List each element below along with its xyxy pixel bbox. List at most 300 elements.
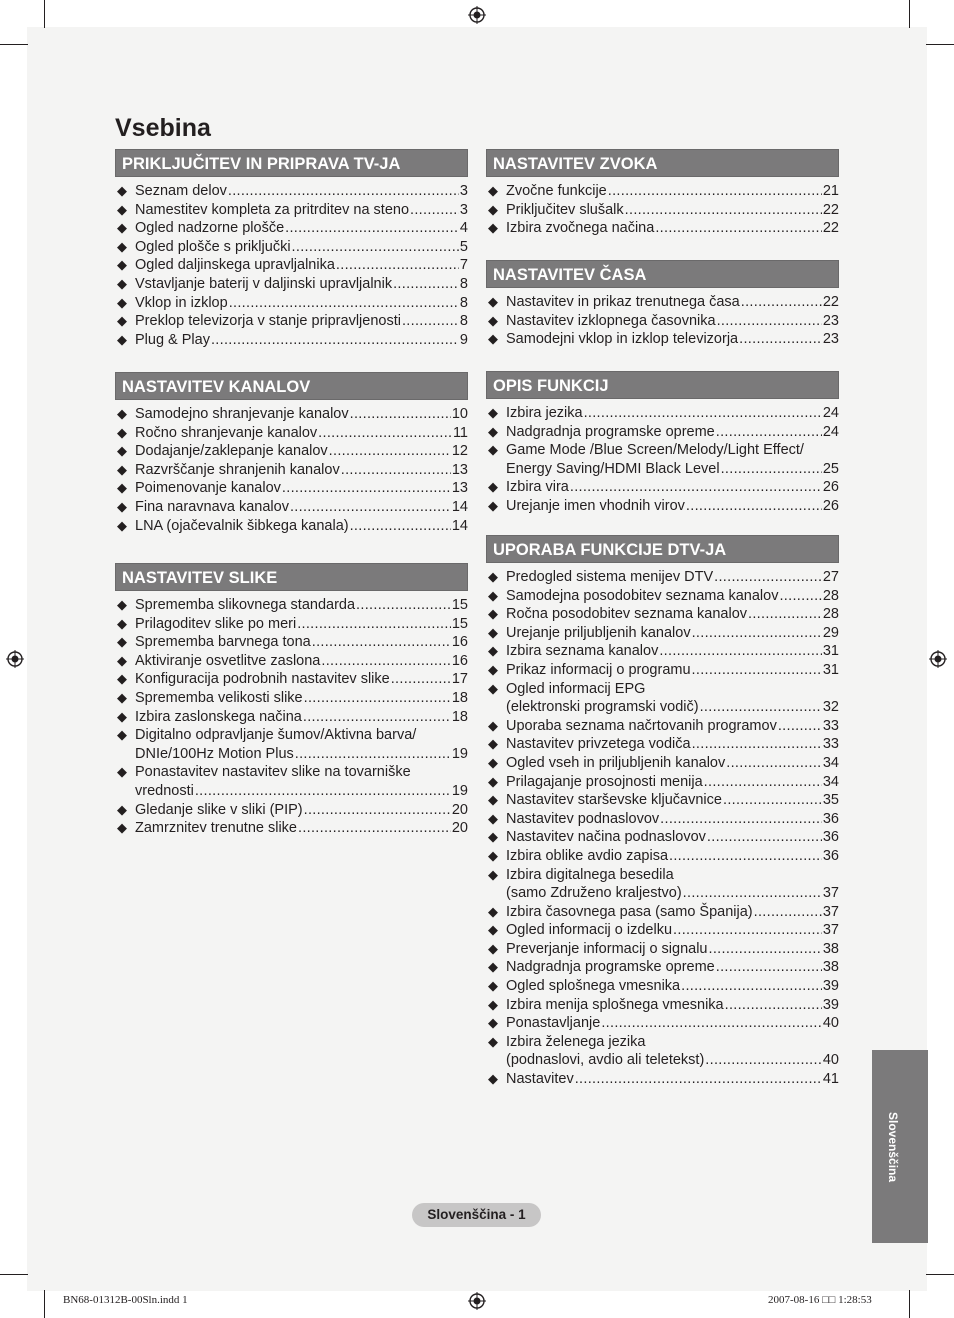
- dot-leader: [660, 810, 822, 829]
- toc-entry-line: [506, 478, 839, 497]
- toc-entry: [115, 442, 468, 461]
- diamond-bullet-icon: ◆: [488, 680, 498, 696]
- toc-entry: [115, 819, 468, 838]
- toc-list: [486, 404, 839, 516]
- diamond-bullet-icon: ◆: [117, 727, 127, 743]
- toc-list: [115, 182, 468, 349]
- toc-page-number: 18: [451, 689, 468, 706]
- toc-page-number: 16: [451, 652, 468, 669]
- diamond-bullet-icon: ◆: [117, 220, 127, 236]
- toc-entry-line: [135, 461, 468, 480]
- diamond-bullet-icon: ◆: [488, 220, 498, 236]
- toc-entry-line: [135, 670, 468, 689]
- section-heading: NASTAVITEV ČASA: [486, 260, 839, 288]
- dot-leader: [290, 498, 451, 517]
- dot-leader: [655, 219, 822, 238]
- registration-mark-icon: [468, 1292, 486, 1310]
- toc-page-number: 33: [822, 717, 839, 734]
- dot-leader: [659, 642, 822, 661]
- dot-leader: [704, 773, 822, 792]
- crop-mark: [0, 44, 28, 45]
- toc-entry-title: Ročno shranjevanje kanalov: [135, 424, 318, 441]
- dot-leader: [341, 461, 451, 480]
- diamond-bullet-icon: ◆: [488, 423, 498, 439]
- diamond-bullet-icon: ◆: [488, 606, 498, 622]
- toc-entry-title: Sprememba velikosti slike: [135, 689, 303, 706]
- toc-entry-title: Nastavitev in prikaz trenutnega časa: [506, 294, 740, 310]
- toc-entry-line: [135, 424, 468, 443]
- toc-page-number: 39: [822, 978, 839, 995]
- diamond-bullet-icon: ◆: [488, 405, 498, 420]
- toc-entry-line: [506, 642, 839, 661]
- toc-entry-line: [506, 958, 839, 977]
- dot-leader: [692, 735, 822, 754]
- dot-leader: [350, 517, 451, 536]
- diamond-bullet-icon: ◆: [488, 736, 498, 752]
- toc-page-number: 39: [822, 996, 839, 1013]
- toc-entry-title: vrednosti: [135, 782, 194, 799]
- diamond-bullet-icon: ◆: [488, 497, 498, 513]
- toc-entry-title: Samodejno shranjevanje kanalov: [135, 406, 349, 422]
- toc-entry-line: [135, 689, 468, 708]
- crop-mark: [909, 0, 910, 28]
- toc-entry: [486, 735, 839, 754]
- section-heading: OPIS FUNKCIJ: [486, 371, 839, 399]
- dot-leader: [575, 1070, 822, 1089]
- toc-page-number: 8: [459, 275, 468, 292]
- dot-leader: [285, 219, 459, 238]
- toc-page-number: 12: [451, 443, 468, 460]
- toc-entry-title: Izbira jezika: [506, 405, 583, 421]
- toc-entry-title: Nadgradnja programske opreme: [506, 959, 715, 976]
- dot-leader: [683, 884, 822, 903]
- registration-mark-icon: [468, 6, 486, 24]
- diamond-bullet-icon: ◆: [488, 978, 498, 994]
- toc-entry-line: [135, 479, 468, 498]
- toc-entry: [115, 479, 468, 498]
- toc-entry-line: [506, 497, 839, 516]
- toc-entry-title: Aktiviranje osvetlitve zaslona: [135, 652, 321, 669]
- toc-entry-title: Game Mode /Blue Screen/Melody/Light Effect/: [506, 442, 804, 459]
- dot-leader: [686, 497, 822, 516]
- toc-entry-line: [506, 293, 839, 312]
- dot-leader: [716, 958, 822, 977]
- toc-entry: [486, 773, 839, 792]
- toc-entry-title: Ogled splošnega vmesnika: [506, 978, 681, 995]
- toc-entry-title: Prilagoditev slike po meri: [135, 615, 297, 632]
- toc-entry-line: [506, 866, 839, 885]
- toc-page-number: 38: [822, 940, 839, 957]
- diamond-bullet-icon: ◆: [488, 754, 498, 770]
- toc-page-number: 14: [451, 498, 468, 515]
- diamond-bullet-icon: ◆: [488, 312, 498, 328]
- toc-entry: [486, 847, 839, 866]
- toc-entry-line: [506, 1051, 839, 1070]
- dot-leader: [298, 819, 451, 838]
- diamond-bullet-icon: ◆: [488, 183, 498, 198]
- toc-entry-title: Seznam delov: [135, 183, 227, 199]
- toc-entry-line: [506, 605, 839, 624]
- dot-leader: [297, 615, 451, 634]
- toc-entry-line: [135, 256, 468, 275]
- print-slug-file: BN68-01312B-00Sln.indd 1: [63, 1294, 188, 1306]
- toc-entry-line: [506, 791, 839, 810]
- toc-entry-line: [135, 517, 468, 536]
- toc-entry: [486, 423, 839, 442]
- dot-leader: [608, 182, 822, 201]
- section-heading: NASTAVITEV SLIKE: [115, 563, 468, 591]
- dot-leader: [779, 587, 821, 606]
- toc-entry-title: Urejanje priljubljenih kanalov: [506, 624, 691, 641]
- toc-entry-title: Nastavitev privzetega vodiča: [506, 736, 691, 753]
- dot-leader: [721, 460, 822, 479]
- crop-mark: [44, 1290, 45, 1318]
- toc-page-number: 35: [822, 792, 839, 809]
- toc-list: [486, 568, 839, 1089]
- toc-entry: [115, 708, 468, 727]
- toc-page-number: 13: [451, 461, 468, 478]
- toc-entry: [115, 256, 468, 275]
- diamond-bullet-icon: ◆: [488, 959, 498, 975]
- registration-mark-icon: [6, 650, 24, 668]
- diamond-bullet-icon: ◆: [488, 587, 498, 603]
- toc-entry: [486, 680, 839, 717]
- dot-leader: [692, 661, 822, 680]
- toc-page-number: 24: [822, 423, 839, 440]
- toc-entry: [486, 219, 839, 238]
- toc-entry-title: Razvrščanje shranjenih kanalov: [135, 461, 340, 478]
- toc-entry-line: [135, 596, 468, 615]
- toc-entry-line: [506, 1014, 839, 1033]
- toc-entry: [115, 312, 468, 331]
- toc-entry: [486, 866, 839, 903]
- toc-entry-title: Izbira želenega jezika: [506, 1033, 646, 1050]
- toc-entry-title: (podnaslovi, avdio ali teletekst): [506, 1052, 705, 1069]
- dot-leader: [601, 1014, 822, 1033]
- diamond-bullet-icon: ◆: [488, 903, 498, 919]
- toc-entry: [115, 331, 468, 350]
- dot-leader: [295, 745, 451, 764]
- toc-entry-title: Ogled vseh in priljubljenih kanalov: [506, 754, 726, 771]
- toc-entry: [486, 791, 839, 810]
- toc-page-number: 19: [451, 782, 468, 799]
- dot-leader: [705, 1051, 822, 1070]
- diamond-bullet-icon: ◆: [488, 847, 498, 863]
- toc-page-number: 16: [451, 634, 468, 651]
- dot-leader: [625, 201, 822, 220]
- toc-entry: [115, 596, 468, 615]
- toc-entry-title: Plug & Play: [135, 331, 210, 348]
- toc-page-number: 10: [451, 406, 468, 422]
- toc-section: [486, 535, 839, 1089]
- toc-entry-line: [506, 330, 839, 349]
- dot-leader: [748, 605, 822, 624]
- dot-leader: [778, 717, 822, 736]
- toc-entry-title: Zvočne funkcije: [506, 183, 607, 199]
- toc-entry: [486, 478, 839, 497]
- diamond-bullet-icon: ◆: [117, 183, 127, 198]
- toc-entry-line: [506, 903, 839, 922]
- page-number-label: Slovenščina - 1: [412, 1203, 541, 1227]
- toc-entry: [115, 670, 468, 689]
- toc-entry-line: [506, 441, 839, 460]
- toc-entry: [486, 717, 839, 736]
- toc-entry: [486, 587, 839, 606]
- page-title: Vsebina: [115, 114, 211, 142]
- toc-entry-line: [135, 652, 468, 671]
- toc-entry-line: [506, 828, 839, 847]
- dot-leader: [709, 940, 822, 959]
- diamond-bullet-icon: ◆: [117, 406, 127, 421]
- diamond-bullet-icon: ◆: [117, 689, 127, 705]
- toc-entry-title: Nastavitev podnaslovov: [506, 810, 660, 827]
- toc-entry-title: Samodejna posodobitev seznama kanalov: [506, 587, 779, 604]
- toc-entry-line: [506, 996, 839, 1015]
- dot-leader: [211, 331, 459, 350]
- toc-entry-title: Preklop televizorja v stanje pripravljenosti: [135, 313, 401, 330]
- dot-leader: [312, 633, 451, 652]
- toc-entry: [486, 330, 839, 349]
- dot-leader: [716, 423, 822, 442]
- toc-entry-title: Gledanje slike v sliki (PIP): [135, 801, 303, 818]
- toc-page-number: 37: [822, 903, 839, 920]
- toc-entry: [486, 624, 839, 643]
- toc-page-number: 28: [822, 606, 839, 623]
- dot-leader: [282, 479, 451, 498]
- toc-entry-line: [506, 201, 839, 220]
- diamond-bullet-icon: ◆: [488, 1071, 498, 1087]
- toc-page-number: 36: [822, 847, 839, 864]
- toc-entry-line: [135, 615, 468, 634]
- toc-entry-line: [506, 404, 839, 423]
- toc-entry-line: [135, 726, 468, 745]
- toc-entry-line: [135, 782, 468, 801]
- toc-entry: [115, 633, 468, 652]
- toc-page-number: 37: [822, 922, 839, 939]
- toc-entry-line: [135, 745, 468, 764]
- toc-entry-title: Preverjanje informacij o signalu: [506, 940, 708, 957]
- section-heading: NASTAVITEV ZVOKA: [486, 149, 839, 177]
- dot-leader: [304, 689, 451, 708]
- dot-leader: [717, 312, 822, 331]
- toc-entry: [115, 238, 468, 257]
- toc-entry: [115, 689, 468, 708]
- toc-entry: [486, 201, 839, 220]
- dot-leader: [700, 698, 822, 717]
- toc-entry-line: [135, 331, 468, 350]
- diamond-bullet-icon: ◆: [117, 480, 127, 496]
- diamond-bullet-icon: ◆: [488, 773, 498, 789]
- toc-entry-line: [135, 801, 468, 820]
- toc-entry-line: [506, 1033, 839, 1052]
- toc-entry-line: [506, 661, 839, 680]
- toc-page-number: 22: [822, 220, 839, 237]
- diamond-bullet-icon: ◆: [488, 331, 498, 347]
- dot-leader: [318, 424, 452, 443]
- toc-entry-title: Nadgradnja programske opreme: [506, 423, 715, 440]
- toc-entry: [486, 996, 839, 1015]
- diamond-bullet-icon: ◆: [488, 829, 498, 845]
- toc-entry: [486, 182, 839, 201]
- toc-entry-line: [135, 708, 468, 727]
- toc-entry: [486, 404, 839, 423]
- dot-leader: [350, 405, 451, 424]
- dot-leader: [723, 791, 822, 810]
- toc-page-number: 22: [822, 294, 839, 310]
- toc-entry-title: Sprememba slikovnega standarda: [135, 597, 356, 613]
- dot-leader: [304, 801, 451, 820]
- toc-page-number: 4: [459, 220, 468, 237]
- diamond-bullet-icon: ◆: [488, 996, 498, 1012]
- toc-entry: [115, 182, 468, 201]
- diamond-bullet-icon: ◆: [117, 597, 127, 612]
- toc-entry-title: Ogled nadzorne plošče: [135, 220, 285, 237]
- toc-entry-title: Ogled plošče s priključki: [135, 238, 291, 255]
- toc-entry: [115, 294, 468, 313]
- dot-leader: [739, 330, 822, 349]
- toc-page-number: 17: [451, 671, 468, 688]
- toc-entry-title: Nastavitev načina podnaslovov: [506, 829, 706, 846]
- toc-page-number: 37: [822, 885, 839, 902]
- diamond-bullet-icon: ◆: [488, 479, 498, 495]
- diamond-bullet-icon: ◆: [117, 634, 127, 650]
- toc-page-number: 27: [822, 569, 839, 585]
- toc-entry: [115, 498, 468, 517]
- toc-section: [486, 371, 839, 516]
- diamond-bullet-icon: ◆: [117, 671, 127, 687]
- diamond-bullet-icon: ◆: [488, 810, 498, 826]
- diamond-bullet-icon: ◆: [117, 615, 127, 631]
- toc-list: [486, 182, 839, 238]
- toc-entry: [486, 312, 839, 331]
- dot-leader: [726, 754, 822, 773]
- toc-entry-title: Ogled daljinskega upravljalnika: [135, 257, 335, 274]
- toc-entry-title: Fina naravnava kanalov: [135, 498, 289, 515]
- dot-leader: [410, 201, 459, 220]
- toc-entry-line: [135, 238, 468, 257]
- toc-entry: [115, 275, 468, 294]
- toc-entry: [486, 568, 839, 587]
- toc-entry-line: [506, 568, 839, 587]
- toc-entry: [115, 424, 468, 443]
- diamond-bullet-icon: ◆: [488, 940, 498, 956]
- toc-entry-line: [135, 763, 468, 782]
- toc-entry: [486, 1033, 839, 1070]
- toc-entry-line: [506, 182, 839, 201]
- crop-mark: [909, 1290, 910, 1318]
- toc-entry-title: Izbira vira: [506, 479, 569, 496]
- diamond-bullet-icon: ◆: [117, 331, 127, 347]
- toc-page-number: 22: [822, 201, 839, 218]
- toc-section: [115, 372, 468, 535]
- diamond-bullet-icon: ◆: [488, 569, 498, 584]
- toc-entry-title: Digitalno odpravljanje šumov/Aktivna barva/: [135, 727, 417, 744]
- toc-page-number: 34: [822, 773, 839, 790]
- section-heading: UPORABA FUNKCIJE DTV-JA: [486, 535, 839, 563]
- toc-entry: [115, 201, 468, 220]
- toc-entry-line: [506, 773, 839, 792]
- toc-entry: [486, 977, 839, 996]
- toc-entry-line: [135, 201, 468, 220]
- dot-leader: [229, 294, 459, 313]
- diamond-bullet-icon: ◆: [488, 624, 498, 640]
- toc-page-number: 13: [451, 480, 468, 497]
- toc-page-number: 31: [822, 643, 839, 660]
- diamond-bullet-icon: ◆: [488, 442, 498, 458]
- toc-entry-title: Izbira oblike avdio zapisa: [506, 847, 669, 864]
- toc-entry-line: [135, 312, 468, 331]
- toc-entry-line: [506, 754, 839, 773]
- diamond-bullet-icon: ◆: [488, 792, 498, 808]
- toc-section: [486, 149, 839, 238]
- toc-entry: [486, 1014, 839, 1033]
- toc-entry: [115, 726, 468, 763]
- language-tab-label: Slovenščina: [886, 1112, 900, 1183]
- toc-page-number: 15: [451, 615, 468, 632]
- toc-entry-line: [135, 405, 468, 424]
- diamond-bullet-icon: ◆: [488, 201, 498, 217]
- dot-leader: [673, 921, 822, 940]
- toc-page-number: 41: [822, 1071, 839, 1088]
- toc-entry-title: Predogled sistema menijev DTV: [506, 569, 714, 585]
- dot-leader: [707, 828, 822, 847]
- toc-entry-title: Energy Saving/HDMI Black Level: [506, 460, 720, 477]
- dot-leader: [725, 996, 822, 1015]
- toc-entry-line: [506, 977, 839, 996]
- toc-page-number: 26: [822, 479, 839, 496]
- toc-entry: [486, 754, 839, 773]
- diamond-bullet-icon: ◆: [117, 424, 127, 440]
- toc-list: [486, 293, 839, 349]
- crop-mark: [926, 44, 954, 45]
- toc-entry-title: (samo Združeno kraljestvo): [506, 885, 682, 902]
- toc-page-number: 40: [822, 1015, 839, 1032]
- toc-entry-line: [135, 219, 468, 238]
- diamond-bullet-icon: ◆: [488, 1033, 498, 1049]
- toc-page-number: 11: [452, 424, 468, 441]
- dot-leader: [356, 596, 451, 615]
- dot-leader: [584, 404, 822, 423]
- dot-leader: [292, 238, 459, 257]
- toc-section: [115, 563, 468, 838]
- toc-page-number: 20: [451, 820, 468, 837]
- dot-leader: [754, 903, 822, 922]
- toc-entry: [486, 293, 839, 312]
- diamond-bullet-icon: ◆: [117, 238, 127, 254]
- toc-entry-line: [506, 423, 839, 442]
- diamond-bullet-icon: ◆: [488, 922, 498, 938]
- toc-entry-title: Izbira časovnega pasa (samo Španija): [506, 903, 753, 920]
- diamond-bullet-icon: ◆: [117, 461, 127, 477]
- toc-entry-line: [506, 717, 839, 736]
- toc-entry-title: Nastavitev starševske ključavnice: [506, 792, 722, 809]
- dot-leader: [303, 708, 451, 727]
- toc-entry-title: (elektronski programski vodič): [506, 699, 699, 716]
- toc-entry: [486, 958, 839, 977]
- diamond-bullet-icon: ◆: [488, 294, 498, 309]
- toc-section: [115, 149, 468, 349]
- toc-entry-title: Priključitev slušalk: [506, 201, 624, 218]
- toc-entry-line: [135, 633, 468, 652]
- toc-page-number: 18: [451, 708, 468, 725]
- toc-entry-line: [506, 847, 839, 866]
- toc-page-number: 33: [822, 736, 839, 753]
- dot-leader: [329, 442, 451, 461]
- diamond-bullet-icon: ◆: [488, 643, 498, 659]
- dot-leader: [391, 670, 451, 689]
- toc-entry: [115, 461, 468, 480]
- toc-entry-title: Izbira zvočnega načina: [506, 220, 655, 237]
